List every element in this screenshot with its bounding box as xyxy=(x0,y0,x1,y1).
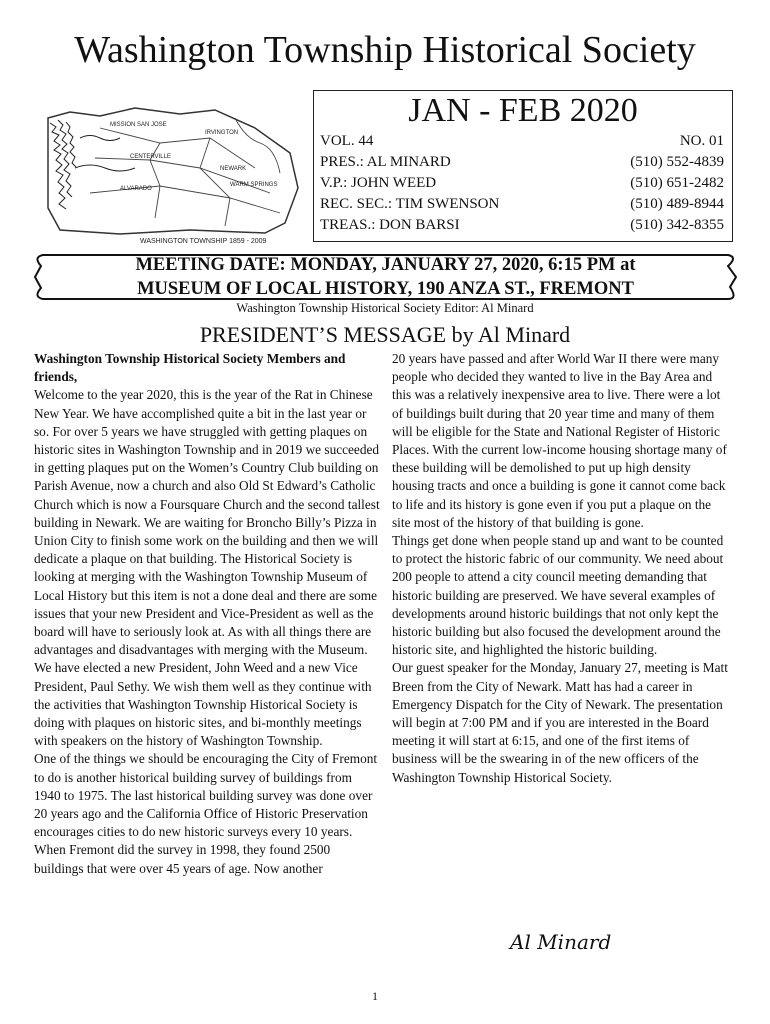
treasurer-phone: (510) 342-8355 xyxy=(630,217,724,233)
township-map-illustration xyxy=(40,98,310,248)
info-row-volume xyxy=(320,131,724,151)
newsletter-masthead: Washington Township Historical Society xyxy=(74,29,696,71)
map-label-5: ALVARADO xyxy=(120,186,152,192)
paragraph: Our guest speaker for the Monday, January 27, meeting is Matt Breen from the City of Newark. Matt has had a career in Emergency Dispatch for the City of Newark. The presentation will begin at 7:00 PM and if you are interested in the Board meeting it will start at 6:15, and one of the first items of business will be the swearing in of the new officers of the Washington Township Historical Society. xyxy=(392,660,728,785)
paragraph: One of the things we should be encouraging the City of Fremont to do is another historical building survey of buildings from 1940 to 1975. The last historical building survey was done over 20 years ago and the California Office of Historic Preservation encourages cities to do new historic surveys every 10 years. When Fremont did the survey in 1998, they found 2500 buildings that were over 45 years of age. Now another xyxy=(34,751,378,876)
article-column-right xyxy=(392,350,732,787)
issue-info-box xyxy=(313,90,733,242)
article-column-left xyxy=(34,350,380,878)
article-headline: PRESIDENT’S MESSAGE by Al Minard xyxy=(199,322,571,347)
president-phone: (510) 552-4839 xyxy=(630,154,724,170)
issue-title: JAN - FEB 2020 xyxy=(408,92,638,129)
info-row-secretary xyxy=(320,194,724,214)
map-label-3: CENTERVILLE xyxy=(130,154,171,160)
treasurer-name: TREAS.: DON BARSI xyxy=(320,217,460,233)
vice-president-name: V.P.: JOHN WEED xyxy=(320,175,437,191)
meeting-banner xyxy=(33,252,738,302)
info-row-treasurer xyxy=(320,215,724,235)
map-label-4: NEWARK xyxy=(220,166,247,172)
info-row-president xyxy=(320,152,724,172)
secretary-name: REC. SEC.: TIM SWENSON xyxy=(320,196,500,212)
paragraph: We have elected a new President, John Weed and a new Vice President, Paul Sethy. We wish them well as they continue with the activities that Washington Township Historical Society is doing with plaques on historic sites, and bi-monthly meetings with speakers on the history of Washington Township. xyxy=(34,660,372,749)
meeting-date-line: MEETING DATE: MONDAY, JANUARY 27, 2020, 6:15 PM at xyxy=(135,255,636,275)
info-row-vice-president xyxy=(320,173,724,193)
map-caption: WASHINGTON TOWNSHIP 1859 - 2009 xyxy=(140,238,267,245)
map-label-6: WARM SPRINGS xyxy=(230,182,278,188)
map-label-1: MISSION SAN JOSE xyxy=(110,122,167,128)
meeting-announcement xyxy=(33,253,738,301)
paragraph: 20 years have passed and after World War II there were many people who decided they wanted to live in the Bay Area and this was a relatively inexpensive area to live. There were a lot of buildings built during that 20 year time and many of them will be eligible for the State and National Register of Historic Places. With the current low-income housing shortage many of these building will be demolished to put up high density housing tracts and once a building is gone it cannot come back to life and its history is gone even if you put a plaque on the site most of the history of that building is gone. xyxy=(392,351,727,530)
map-label-2: IRVINGTON xyxy=(205,130,239,136)
meeting-location-line: MUSEUM OF LOCAL HISTORY, 190 ANZA ST., FREMONT xyxy=(137,279,634,299)
author-signature: Al Minard xyxy=(510,930,612,954)
page-number: 1 xyxy=(372,989,378,1003)
editor-credit: Washington Township Historical Society Editor: Al Minard xyxy=(236,301,534,315)
secretary-phone: (510) 489-8944 xyxy=(630,196,724,212)
paragraph: Welcome to the year 2020, this is the year of the Rat in Chinese New Year. We have accomplished quite a bit in the last year or so. For over 5 years we have struggled with getting plaques on historic sites in Washington Township and in 2019 we succeeded in getting plaques put on the Women’s Country Club building on Parish Avenue, now a church and also Old St Edward’s Catholic Church which is now a Foursquare Church and the second tallest building in Newark. We are waiting for Broncho Billy’s Pizza in Union City to finish some work on the building and then we will dedicate a plaque on that building. The Historical Society is looking at merging with the Washington Township Museum of Local History but this item is not a done deal and there are some issues that your new President and Vice-President as well as the board will have to seriously look at. As with all things there are advantages and disadvantages with merging with the Museum. xyxy=(34,387,380,658)
salutation: Washington Township Historical Society Members and friends, xyxy=(34,351,346,385)
issue-number: NO. 01 xyxy=(679,133,724,149)
vice-president-phone: (510) 651-2482 xyxy=(630,175,724,191)
president-name: PRES.: AL MINARD xyxy=(320,154,451,170)
paragraph: Things get done when people stand up and want to be counted to protect the historic fabric of our community. We need about 200 people to attend a city council meeting demanding that historic building are preserved. We have several examples of developments around historic buildings that not only kept the historic building but also focused the development around the historic site, and highlighted the historic building. xyxy=(392,533,724,658)
volume-label: VOL. 44 xyxy=(320,133,374,149)
